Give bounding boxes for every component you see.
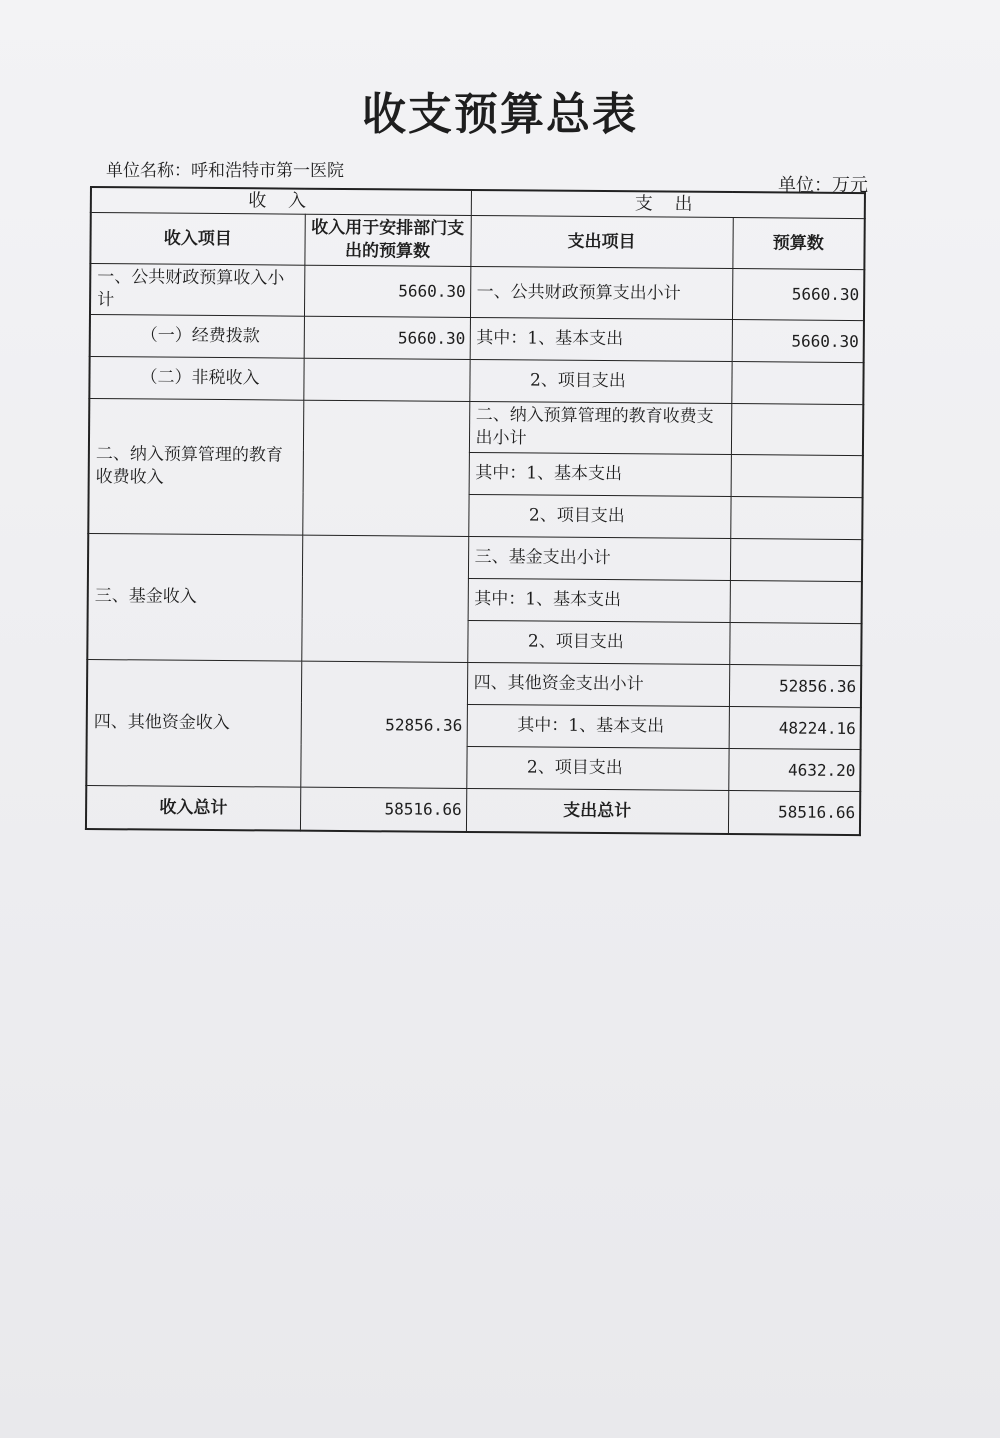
expense-other-basic-label: 其中：1、基本支出 <box>467 704 729 748</box>
expense-fund-basic-amount <box>730 580 862 623</box>
expense-fund-basic-label: 其中：1、基本支出 <box>468 578 730 622</box>
expense-edu-basic-amount <box>731 454 863 497</box>
expense-other-project-amount: 4632.20 <box>728 748 860 791</box>
income-nontax-amount <box>303 358 469 401</box>
income-fund-label: 三、基金收入 <box>87 533 302 661</box>
expense-total-label: 支出总计 <box>466 788 728 834</box>
income-education-label: 二、纳入预算管理的教育收费收入 <box>88 399 303 536</box>
expense-edu-subtotal-label: 二、纳入预算管理的教育收费支出小计 <box>469 402 731 455</box>
expense-edu-subtotal-amount <box>731 404 863 456</box>
unit-label: 单位：万元 <box>778 175 868 196</box>
income-other-amount: 52856.36 <box>300 661 467 788</box>
income-public-subtotal-amount: 5660.30 <box>304 265 470 317</box>
income-section-header: 收 入 <box>91 187 471 216</box>
income-nontax-label: （二）非税收入 <box>89 357 303 401</box>
expense-public-basic-amount: 5660.30 <box>732 320 864 363</box>
income-appropriation-label: （一）经费拨款 <box>90 315 304 359</box>
income-appropriation-amount: 5660.30 <box>304 316 470 359</box>
income-fund-amount <box>301 535 468 662</box>
expense-public-subtotal-label: 一、公共财政预算支出小计 <box>470 267 732 320</box>
expense-edu-basic-label: 其中：1、基本支出 <box>469 452 731 496</box>
expense-other-subtotal-label: 四、其他资金支出小计 <box>467 662 729 706</box>
expense-edu-project-label: 2、项目支出 <box>468 494 730 538</box>
budget-table-wrapper <box>85 186 864 836</box>
expense-other-basic-amount: 48224.16 <box>729 706 861 749</box>
expense-fund-subtotal-label: 三、基金支出小计 <box>468 536 730 580</box>
expense-fund-subtotal-amount <box>730 538 862 581</box>
unit-name: 单位名称：呼和浩特市第一医院 <box>106 161 344 181</box>
expense-edu-project-amount <box>730 496 862 539</box>
expense-other-subtotal-amount: 52856.36 <box>729 664 861 707</box>
expense-public-subtotal-amount: 5660.30 <box>732 269 864 321</box>
expense-public-project-amount <box>731 362 863 405</box>
expense-item-header: 支出项目 <box>470 216 732 269</box>
expense-public-project-label: 2、项目支出 <box>469 360 731 404</box>
income-amount-header: 收入用于安排部门支出的预算数 <box>304 214 470 266</box>
expense-fund-project-amount <box>729 622 861 665</box>
income-other-label: 四、其他资金收入 <box>86 659 301 787</box>
income-public-subtotal-label: 一、公共财政预算收入小计 <box>90 264 304 317</box>
income-total-label: 收入总计 <box>86 785 300 831</box>
income-education-amount <box>302 400 469 536</box>
expense-total-amount: 58516.66 <box>728 790 860 835</box>
expense-amount-header: 预算数 <box>732 218 864 270</box>
income-total-amount: 58516.66 <box>300 787 466 832</box>
expense-fund-project-label: 2、项目支出 <box>467 620 729 664</box>
income-item-header: 收入项目 <box>90 213 304 266</box>
expense-other-project-label: 2、项目支出 <box>466 746 728 790</box>
expense-public-basic-label: 其中：1、基本支出 <box>470 318 732 362</box>
page-title: 收支预算总表 <box>362 89 638 140</box>
expense-section-header: 支 出 <box>471 190 865 219</box>
budget-table <box>85 186 866 836</box>
